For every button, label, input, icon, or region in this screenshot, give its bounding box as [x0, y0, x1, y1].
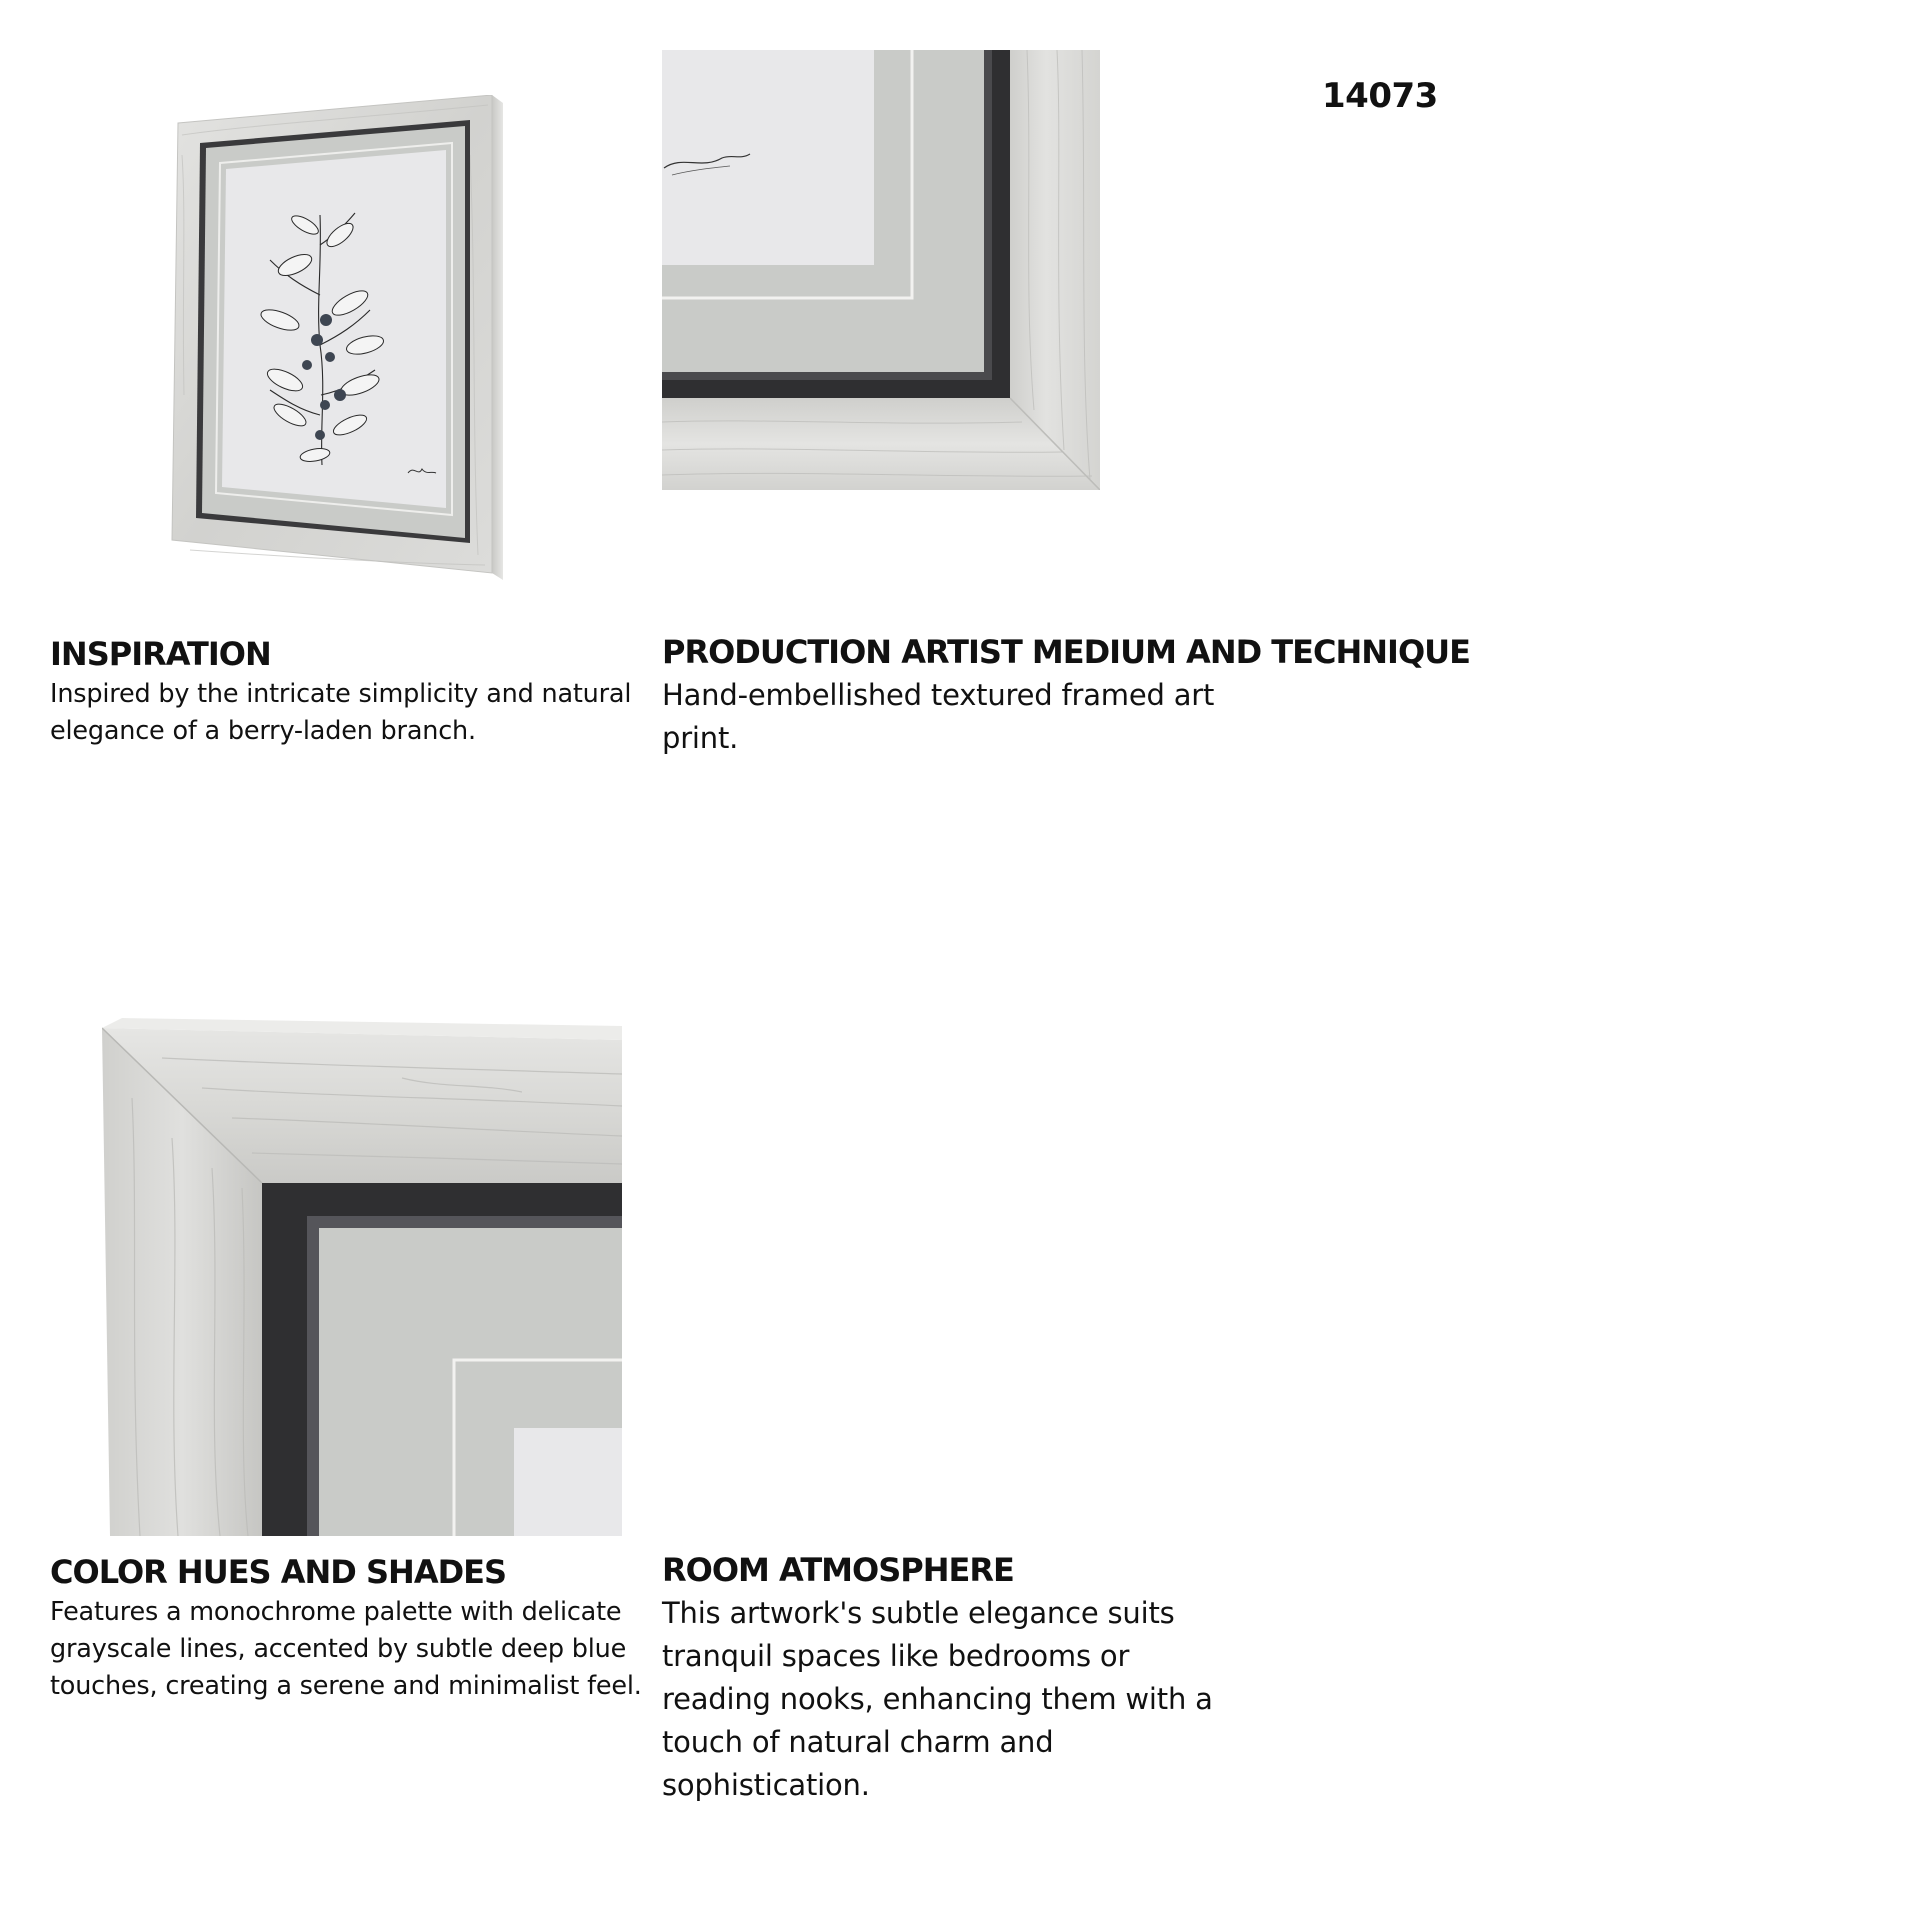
- color-body-line: Features a monochrome palette with delicate: [50, 1597, 622, 1627]
- inspiration-section: [50, 634, 640, 750]
- room-section: [662, 1550, 1222, 1807]
- room-heading: ROOM ATMOSPHERE: [662, 1551, 1014, 1589]
- color-body: [50, 1594, 650, 1705]
- room-body-line: reading nooks, enhancing them with a: [662, 1682, 1213, 1716]
- room-body-line: touch of natural charm and: [662, 1725, 1054, 1759]
- inspiration-body-line: elegance of a berry-laden branch.: [50, 716, 476, 746]
- inspiration-body-line: Inspired by the intricate simplicity and natural: [50, 679, 632, 709]
- production-section: [662, 632, 1562, 760]
- color-heading: COLOR HUES AND SHADES: [50, 1553, 507, 1591]
- frame-corner-closeup-image: [662, 50, 1100, 490]
- room-body-line: sophistication.: [662, 1768, 870, 1802]
- room-body-line: tranquil spaces like bedrooms or: [662, 1639, 1130, 1673]
- product-id: 14073: [1322, 76, 1438, 116]
- color-body-line: touches, creating a serene and minimalist feel.: [50, 1671, 642, 1701]
- room-body-line: This artwork's subtle elegance suits: [662, 1596, 1175, 1630]
- color-body-line: grayscale lines, accented by subtle deep blue: [50, 1634, 627, 1664]
- framed-print-image: [170, 95, 505, 580]
- production-heading: PRODUCTION ARTIST MEDIUM AND TECHNIQUE: [662, 633, 1470, 671]
- color-section: [50, 1552, 650, 1705]
- inspiration-heading: INSPIRATION: [50, 635, 271, 673]
- room-body: [662, 1592, 1222, 1807]
- production-body: [662, 674, 1222, 760]
- frame-corner-angled-closeup-image: [102, 1018, 622, 1536]
- production-body-line: print.: [662, 721, 739, 755]
- production-body-line: Hand-embellished textured framed art: [662, 678, 1215, 712]
- inspiration-body: [50, 676, 640, 750]
